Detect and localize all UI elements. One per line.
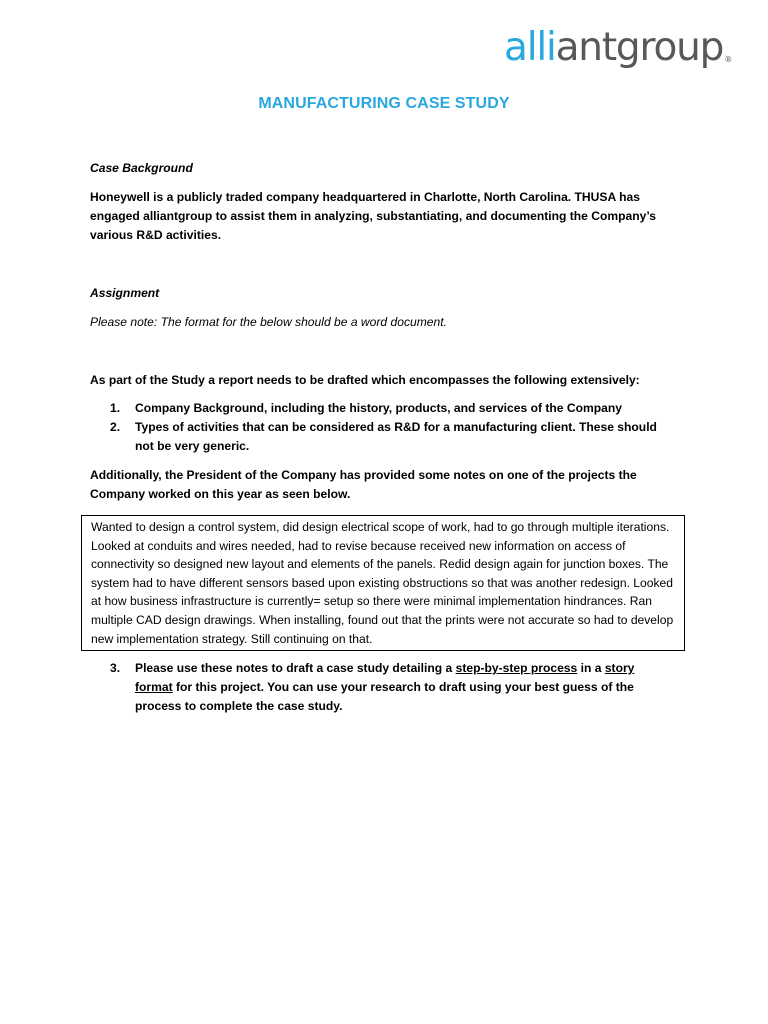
list-number: 1. [110,401,121,415]
item-3 [110,659,672,716]
logo-rest: antgroup [555,25,724,70]
item3-part1: Please use these notes to draft a case study detailing a [135,661,456,675]
list-number: 2. [110,420,121,434]
item3-part2: in a [577,661,605,675]
list-number: 3. [110,661,121,675]
list-text [135,659,672,716]
story-format-underlined: story format [135,661,635,694]
list-item [110,418,672,456]
page-title: MANUFACTURING CASE STUDY [258,95,510,112]
case-background-body: Honeywell is a publicly traded company headquartered in Charlotte, North Carolina. THUSA has engaged alliantgroup to assist them in analyzing, substantiating, and documenting the Company’s various R&D activities. [90,190,657,242]
list-item [110,659,672,716]
president-notes-box [81,515,685,651]
item3-part3: for this project. You can use your research to draft using your best guess of the process to complete the case study. [135,680,634,713]
requirements-list [110,399,672,456]
list-text: Company Background, including the history, products, and services of the Company [135,401,622,415]
case-background-heading: Case Background [90,161,193,175]
step-by-step-process-underlined: step-by-step process [455,661,578,675]
alliantgroup-logo [504,22,731,74]
registered-mark: ® [724,55,731,64]
assignment-intro: As part of the Study a report needs to be drafted which encompasses the following extensively: [90,373,640,387]
president-notes-text: Wanted to design a control system, did design electrical scope of work, had to go through multiple iterations. Looked at conduits and wires needed, had to revise because received new information on access of connectivity so designed new layout and elements of the panels. Redid design again for junction boxes. The system had to have different sensors based upon existing obstructions so that was another redesign. Looked at how business infrastructure is currently= setup so there were minimal implementation hindrances. Ran multiple CAD design drawings. When installing, found out that the prints were not accurate so had to develop new implementation strategy. Still continuing on that. [91,520,674,646]
assignment-heading: Assignment [90,286,160,300]
logo-accent: alli [504,25,556,70]
list-text: Types of activities that can be considered as R&D for a manufacturing client. These should not be very generic. [135,420,657,453]
format-note: Please note: The format for the below should be a word document. [90,315,447,329]
additional-paragraph: Additionally, the President of the Company has provided some notes on one of the projects the Company worked on this year as seen below. [90,468,637,501]
list-item [110,399,672,418]
